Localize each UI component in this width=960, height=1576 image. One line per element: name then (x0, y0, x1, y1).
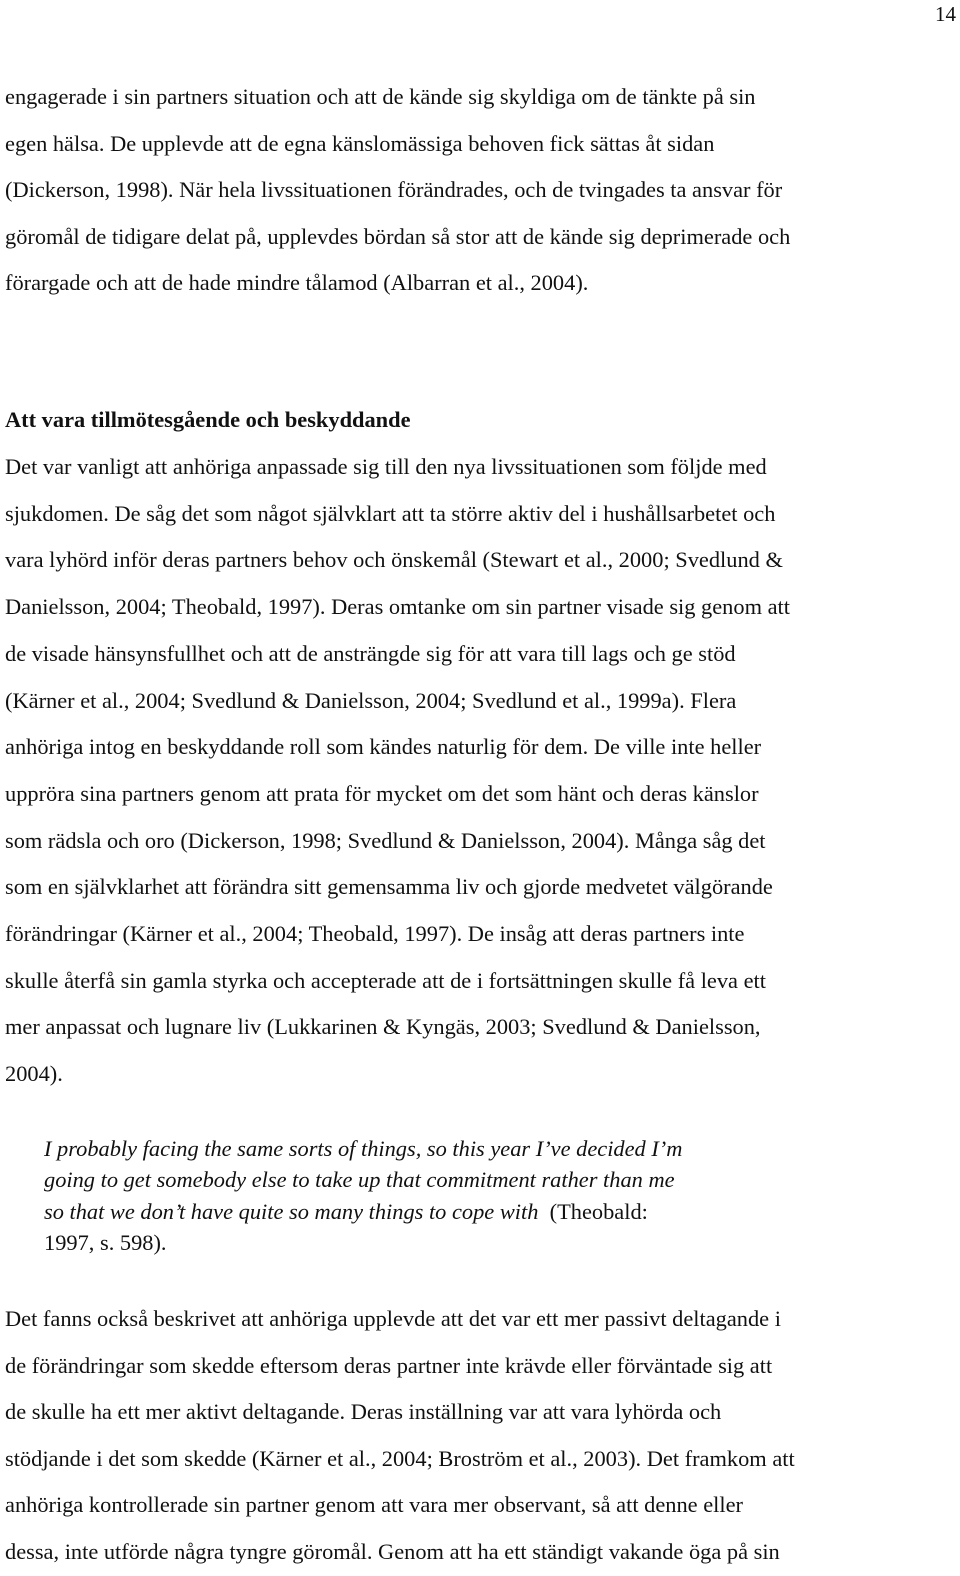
text-line: de visade hänsynsfullhet och att de ansträngde sig för att vara till lags och ge stöd (5, 640, 736, 666)
paragraph-3 (5, 1296, 955, 1576)
text-line: uppröra sina partners genom att prata för mycket om det som hänt och deras känslor (5, 780, 759, 806)
text-line: 2004). (5, 1061, 63, 1087)
quote-line: going to get somebody else to take up that commitment rather than me (44, 1167, 675, 1193)
paragraph-1 (5, 74, 955, 307)
text-line: Danielsson, 2004; Theobald, 1997). Deras omtanke om sin partner visade sig genom att (5, 594, 790, 620)
text-line: som rädsla och oro (Dickerson, 1998; Svedlund & Danielsson, 2004). Många såg det (5, 827, 766, 853)
text-line: Det fanns också beskrivet att anhöriga upplevde att det var ett mer passivt deltagande i (5, 1306, 781, 1331)
quote-line: so that we don’t have quite so many things to cope with (44, 1198, 539, 1224)
text-line: Det var vanligt att anhöriga anpassade sig till den nya livssituationen som följde med (5, 454, 767, 479)
text-line: de förändringar som skedde eftersom deras partner inte krävde eller förväntade sig att (5, 1352, 773, 1378)
text-line: vara lyhörd inför deras partners behov och önskemål (Stewart et al., 2000; Svedlund & (5, 547, 783, 573)
page-number: 14 (935, 2, 956, 26)
section-heading: Att vara tillmötesgående och beskyddande (5, 407, 411, 432)
text-line: dessa, inte utförde några tyngre göromål. Genom att ha ett ständigt vakande öga på sin (5, 1538, 780, 1564)
text-line: anhöriga intog en beskyddande roll som kändes naturlig för dem. De ville inte heller (5, 734, 762, 760)
text-line: som en självklarhet att förändra sitt gemensamma liv och gjorde medvetet välgörande (5, 874, 773, 900)
text-line: stödjande i det som skedde (Kärner et al., 2004; Broström et al., 2003). Det framkom att (5, 1445, 795, 1471)
paragraph-2 (5, 444, 955, 1098)
text-line: skulle återfå sin gamla styrka och accepterade att de i fortsättningen skulle få leva ett (5, 967, 766, 993)
text-line: de skulle ha ett mer aktivt deltagande. Deras inställning var att vara lyhörda och (5, 1399, 722, 1425)
text-line: göromål de tidigare delat på, upplevdes bördan så stor att de kände sig deprimerade och (5, 223, 791, 249)
text-line: egen hälsa. De upplevde att de egna känslomässiga behoven fick sättas åt sidan (5, 130, 715, 156)
text-line: mer anpassat och lugnare liv (Lukkarinen & Kyngäs, 2003; Svedlund & Danielsson, (5, 1014, 761, 1040)
text-line: (Kärner et al., 2004; Svedlund & Danielsson, 2004; Svedlund et al., 1999a). Flera (5, 687, 737, 713)
text-line: (Dickerson, 1998). När hela livssituationen förändrades, och de tvingades ta ansvar för (5, 177, 783, 202)
text-line: sjukdomen. De såg det som något självklart att ta större aktiv del i hushållsarbetet och (5, 500, 776, 526)
text-line: förargade och att de hade mindre tålamod (Albarran et al., 2004). (5, 270, 589, 295)
quote-citation: 1997, s. 598). (44, 1229, 167, 1255)
text-line: engagerade i sin partners situation och att de kände sig skyldiga om de tänkte på sin (5, 84, 756, 109)
text-line: anhöriga kontrollerade sin partner genom att vara mer observant, så att denne eller (5, 1492, 743, 1518)
quote-line: I probably facing the same sorts of things, so this year I’ve decided I’m (44, 1136, 683, 1161)
quote-citation: (Theobald: (549, 1198, 648, 1224)
block-quote (44, 1133, 904, 1258)
text-line: förändringar (Kärner et al., 2004; Theobald, 1997). De insåg att deras partners inte (5, 921, 745, 947)
